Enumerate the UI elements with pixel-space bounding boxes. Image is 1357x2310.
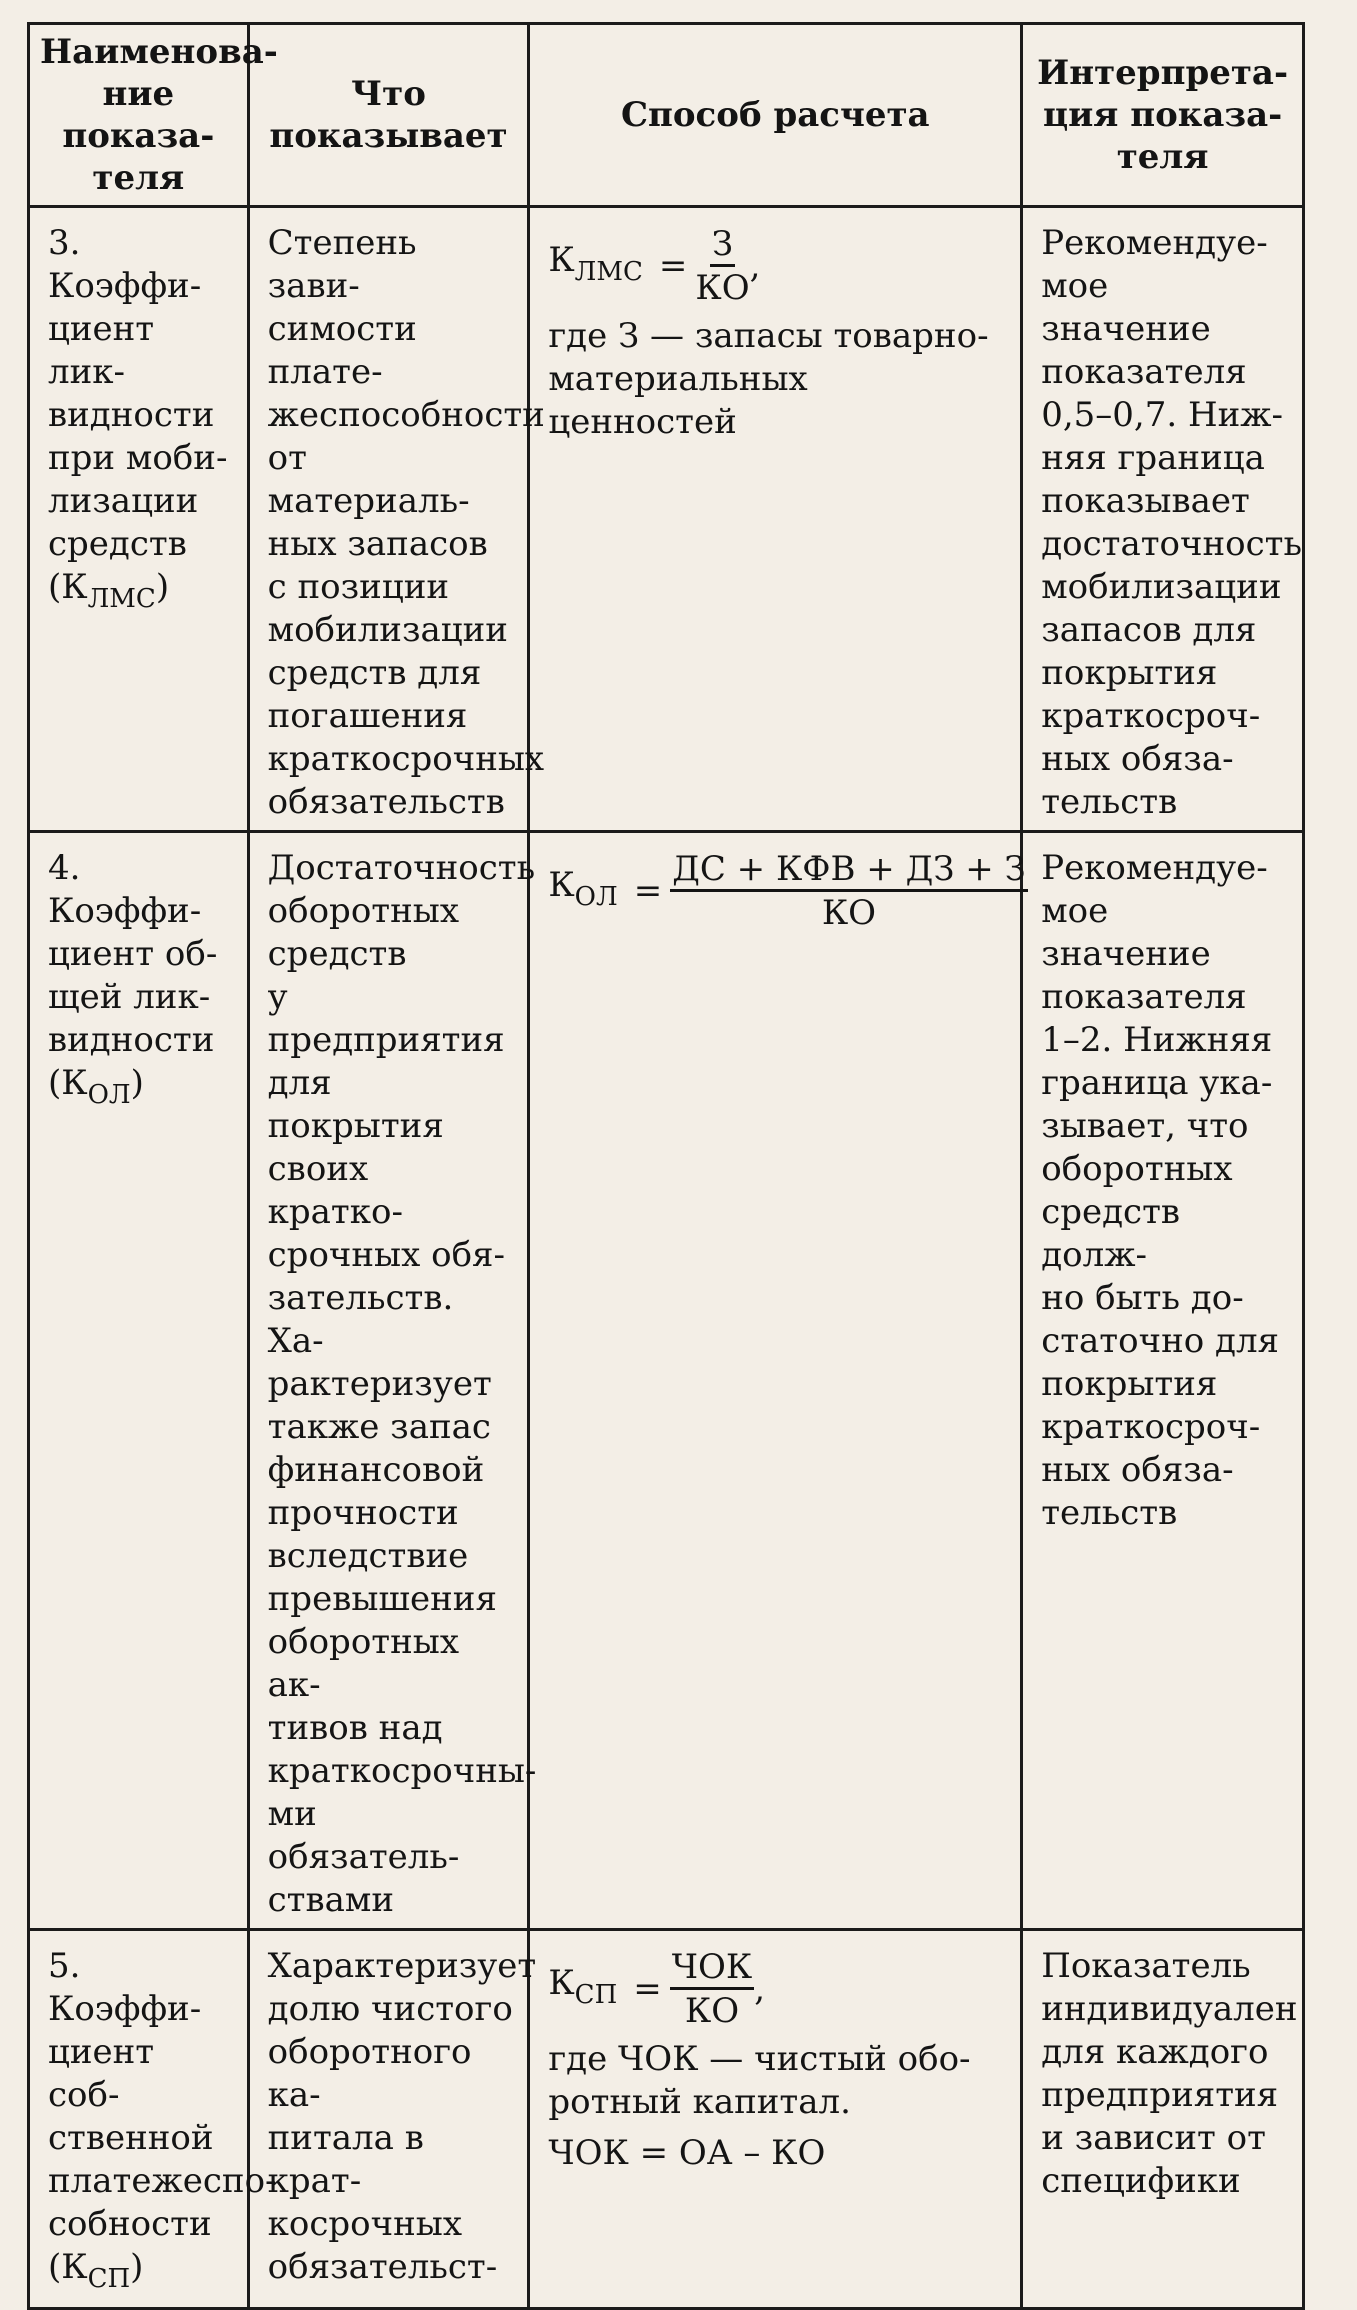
table-row [29,832,1304,1930]
fraction: $\frac{З}{КО}$ [695,224,750,308]
interpretation-cell: Рекомендуе- мое значение показателя 0,5–0,7. Ниж- няя граница показывает достаточность мобилизации запасов для покрытия краткосроч- ных обяза- тельств [1022,207,1304,832]
calculation-cell [529,832,1026,1930]
interpretation-cell: Рекомендуе- мое значение показателя 1–2. Нижняя граница ука- зывает, что оборотных средств долж- но быть до- статочно для покрытия краткосроч- ных обяза- тельств [1022,832,1304,1930]
formula: $К_{СП}$ = $\frac{\text{ЧОК}}{КО}$ , [548,1947,766,2031]
liquidity-indicators-table [27,22,1305,2310]
what-shows-cell: Степень зави- симости плате- жеспособности от материаль- ных запасов с позиции мобилизации средств для погашения краткосрочных обязательств [248,207,529,832]
indicator-name-cell: 4. Коэффи- циент об- щей лик- видности $(К_{ОЛ})$ [29,832,249,1930]
indicator-name-cell: 5. Коэффи- циент соб- ственной платежеспо- собности $(К_{СП})$ [29,1930,249,2309]
interpretation-cell: Показатель индивидуален для каждого предприятия и зависит от специфики [1022,1930,1304,2309]
what-shows-cell: Достаточность оборотных средств у предприятия для покрытия своих кратко- срочных обя- зательств. Ха- рактеризует также запас финансовой прочности вследствие превышения оборотных ак- тивов над краткосрочны- ми обязатель- ствами [248,832,529,1930]
header-what-shows: Что показывает [248,24,529,207]
header-calculation-method: Способ расчета [529,24,1022,207]
header-indicator-name: Наименова- ние показа- теля [29,24,249,207]
what-shows-cell: Характеризует долю чистого оборотного ка- питала в крат- косрочных обязательст- [248,1930,529,2309]
header-interpretation: Интерпрета- ция показа- теля [1022,24,1304,207]
formula: $К_{ЛМС}$ = $\frac{З}{КО}$ , [548,224,761,308]
fraction: $\frac{\text{ЧОК}}{КО}$ [671,1947,753,2031]
indicator-name-cell: 3. Коэффи- циент лик- видности при моби- лизации средств $(К_{ЛМС})$ [29,207,249,832]
fraction: $\frac{\text{ДС + КФВ + ДЗ + З}}{КО}$ [672,849,1026,933]
formula-note: где З — запасы товарно- материальных ценностей [548,316,989,442]
formula: $К_{ОЛ}$ = $\frac{\text{ДС + КФВ + ДЗ + З}}{КО}$ [548,849,1026,933]
calculation-cell [529,207,1022,832]
table-header-row [29,24,1304,207]
table-row [29,1930,1304,2309]
formula-note: где ЧОК — чистый обо- ротный капитал. [548,2039,971,2122]
calculation-cell [529,1930,1022,2309]
formula-extra: ЧОК = ОА – КО [548,2133,826,2173]
table-row [29,207,1304,832]
